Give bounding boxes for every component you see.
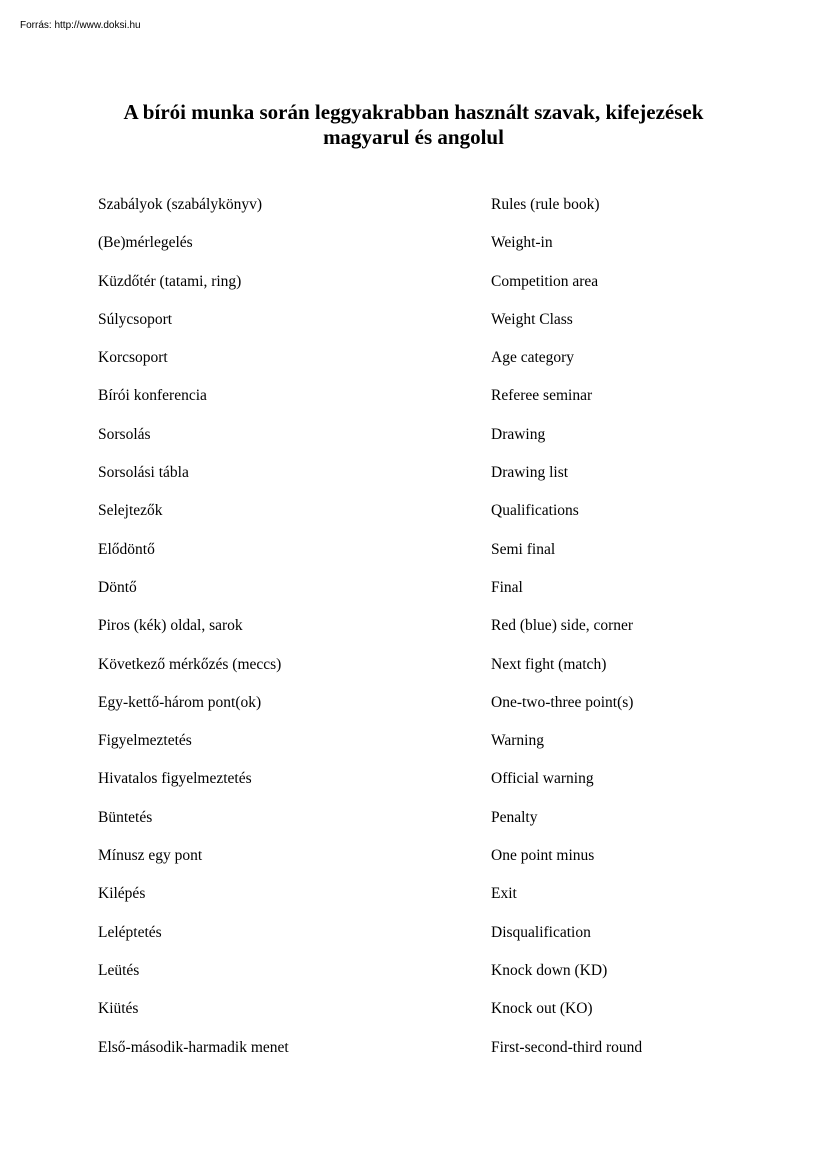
english-term: Exit xyxy=(491,885,517,903)
glossary-row xyxy=(98,999,738,1037)
glossary-row xyxy=(98,1038,738,1076)
glossary-row xyxy=(98,731,738,769)
glossary-row xyxy=(98,923,738,961)
hungarian-term: Sorsolási tábla xyxy=(98,464,189,482)
english-term: Age category xyxy=(491,349,575,367)
glossary-row xyxy=(98,655,738,693)
glossary-row xyxy=(98,233,738,271)
title-line-2: magyarul és angolul xyxy=(323,125,504,149)
hungarian-term: Piros (kék) oldal, sarok xyxy=(98,617,243,635)
glossary-row xyxy=(98,769,738,807)
english-term: Penalty xyxy=(491,808,538,826)
hungarian-term: Döntő xyxy=(98,578,137,596)
glossary-row xyxy=(98,961,738,999)
english-term: Drawing list xyxy=(491,464,569,482)
hungarian-term: Első-második-harmadik menet xyxy=(98,1038,289,1056)
hungarian-term: Leléptetés xyxy=(98,923,162,941)
english-term: Weight Class xyxy=(491,310,573,328)
glossary-row xyxy=(98,310,738,348)
english-term: Official warning xyxy=(491,770,594,788)
hungarian-term: Korcsoport xyxy=(98,349,168,367)
glossary-row xyxy=(98,272,738,310)
glossary-row xyxy=(98,616,738,654)
english-term: Warning xyxy=(491,732,544,750)
hungarian-term: Sorsolás xyxy=(98,425,151,443)
english-term: Weight-in xyxy=(491,234,553,252)
hungarian-term: Figyelmeztetés xyxy=(98,732,192,750)
english-term: Next fight (match) xyxy=(491,655,607,673)
glossary-row xyxy=(98,846,738,884)
hungarian-term: Bírói konferencia xyxy=(98,387,207,405)
hungarian-term: Elődöntő xyxy=(98,540,155,558)
document-title xyxy=(0,100,827,150)
english-term: Competition area xyxy=(491,272,599,290)
glossary-row xyxy=(98,693,738,731)
hungarian-term: Küzdőtér (tatami, ring) xyxy=(98,272,242,290)
hungarian-term: Leütés xyxy=(98,961,140,979)
glossary-row xyxy=(98,578,738,616)
glossary-row xyxy=(98,425,738,463)
glossary-row xyxy=(98,540,738,578)
hungarian-term: Selejtezők xyxy=(98,502,163,520)
hungarian-term: Kiütés xyxy=(98,1000,139,1018)
english-term: Qualifications xyxy=(491,502,579,520)
english-term: Disqualification xyxy=(491,923,591,941)
hungarian-term: Súlycsoport xyxy=(98,310,173,328)
english-term: One-two-three point(s) xyxy=(491,693,634,711)
glossary-table xyxy=(98,195,738,1076)
source-line: Forrás: http://www.doksi.hu xyxy=(20,20,141,31)
hungarian-term: Mínusz egy pont xyxy=(98,847,203,865)
hungarian-term: Egy-kettő-három pont(ok) xyxy=(98,693,262,711)
glossary-row xyxy=(98,808,738,846)
glossary-row xyxy=(98,386,738,424)
glossary-row xyxy=(98,884,738,922)
hungarian-term: Büntetés xyxy=(98,808,153,826)
english-term: Referee seminar xyxy=(491,387,593,405)
title-line-1: A bírói munka során leggyakrabban használt szavak, kifejezések xyxy=(123,100,704,124)
hungarian-term: Következő mérkőzés (meccs) xyxy=(98,655,282,673)
english-term: Drawing xyxy=(491,425,546,443)
hungarian-term: Hivatalos figyelmeztetés xyxy=(98,770,252,788)
hungarian-term: (Be)mérlegelés xyxy=(98,234,193,252)
glossary-row xyxy=(98,348,738,386)
english-term: Final xyxy=(491,578,523,596)
english-term: Rules (rule book) xyxy=(491,196,600,213)
english-term: First-second-third round xyxy=(491,1038,643,1056)
hungarian-term: Szabályok (szabálykönyv) xyxy=(98,196,262,213)
glossary-row xyxy=(98,463,738,501)
hungarian-term: Kilépés xyxy=(98,885,146,903)
english-term: Semi final xyxy=(491,540,556,558)
english-term: One point minus xyxy=(491,847,595,865)
english-term: Knock down (KD) xyxy=(491,961,608,979)
english-term: Knock out (KO) xyxy=(491,1000,593,1018)
glossary-row xyxy=(98,501,738,539)
english-term: Red (blue) side, corner xyxy=(491,617,634,635)
glossary-row xyxy=(98,195,738,233)
